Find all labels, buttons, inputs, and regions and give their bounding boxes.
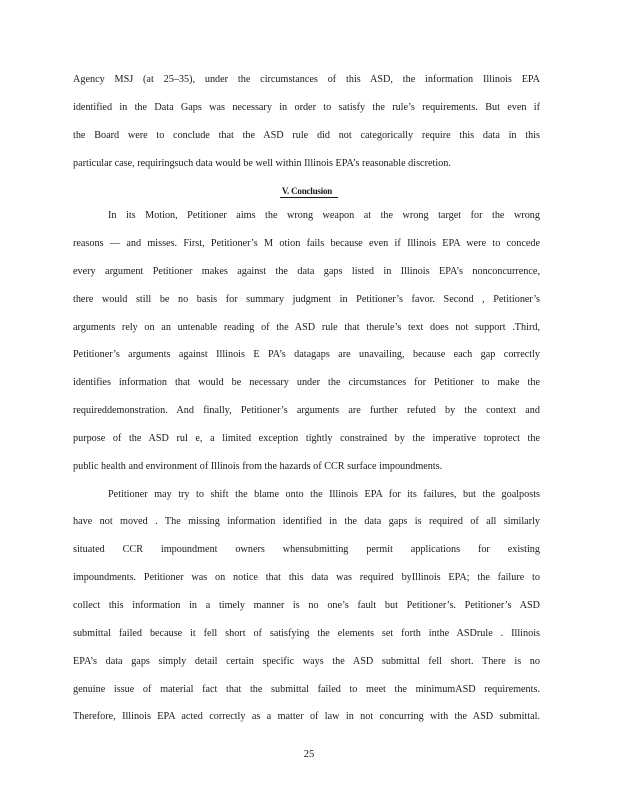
text-line: Agency MSJ (at 25–35), under the circumstances of this ASD, the information Illinois EPA xyxy=(73,74,540,85)
text-line: requireddemonstration. And finally, Petitioner’s arguments are further refuted by the context and xyxy=(73,405,540,416)
section-heading xyxy=(0,185,618,198)
text-line: collect this information in a timely manner is no one’s fault but Petitioner’s. Petitioner’s ASD xyxy=(73,600,540,611)
text-line: reasons — and misses. First, Petitioner’s M otion fails because even if Illinois EPA were to concede xyxy=(73,238,540,249)
text-line: particular case, requiringsuch data would be well within Illinois EPA’s reasonable discretion. xyxy=(73,158,451,169)
text-line: the Board were to conclude that the ASD rule did not categorically require this data in this xyxy=(73,130,540,141)
text-line: genuine issue of material fact that the submittal failed to meet the minimumASD requirements. xyxy=(73,684,540,695)
page-number: 25 xyxy=(303,749,315,760)
text-line: submittal failed because it fell short of satisfying the elements set forth inthe ASDrule . Illinois xyxy=(73,628,540,639)
text-line: public health and environment of Illinois from the hazards of CCR surface impoundments. xyxy=(73,461,443,472)
text-line: every argument Petitioner makes against the data gaps listed in Illinois EPA’s nonconcurrence, xyxy=(73,266,540,277)
text-line: situated CCR impoundment owners whensubmitting permit applications for existing xyxy=(73,544,540,555)
text-line: Petitioner’s arguments against Illinois E PA’s datagaps are unavailing, because each gap correctly xyxy=(73,349,540,360)
text-line: identifies information that would be necessary under the circumstances for Petitioner to make the xyxy=(73,377,540,388)
text-line: Petitioner may try to shift the blame onto the Illinois EPA for its failures, but the goalposts xyxy=(108,489,540,500)
text-line: have not moved . The missing information identified in the data gaps is required of all similarly xyxy=(73,516,540,527)
text-line: EPA’s data gaps simply detail certain specific ways the ASD submittal fell short. There is no xyxy=(73,656,540,667)
section-heading-text: V. Conclusion xyxy=(280,185,338,198)
text-line: impoundments. Petitioner was on notice that this data was required byIllinois EPA; the failure to xyxy=(73,572,540,583)
text-line: Therefore, Illinois EPA acted correctly as a matter of law in not concurring with the ASD submittal. xyxy=(73,711,540,722)
text-line: purpose of the ASD rul e, a limited exception tightly constrained by the imperative toprotect the xyxy=(73,433,540,444)
text-line: there would still be no basis for summary judgment in Petitioner’s favor. Second , Petitioner’s xyxy=(73,294,540,305)
text-line: arguments rely on an untenable reading of the ASD rule that therule’s text does not support .Third, xyxy=(73,322,540,333)
text-line: identified in the Data Gaps was necessary in order to satisfy the rule’s requirements. But even if xyxy=(73,102,540,113)
text-line: In its Motion, Petitioner aims the wrong weapon at the wrong target for the wrong xyxy=(108,210,540,221)
